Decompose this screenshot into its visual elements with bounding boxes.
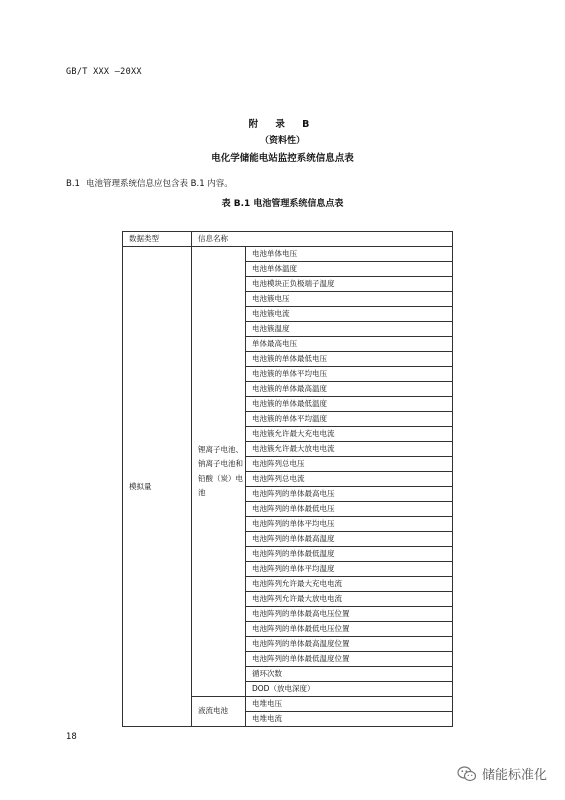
clause-text: 电池管理系统信息应包含表 B.1 内容。 <box>85 179 233 189</box>
header-info-name: 信息名称 <box>192 232 453 247</box>
table-caption: 表 B.1 电池管理系统信息点表 <box>221 199 344 209</box>
battery-type-cell: 锂离子电池、钠离子电池和铅酸（炭）电池 <box>192 247 246 697</box>
info-name-cell: 电池阵列允许最大放电电流 <box>246 592 453 607</box>
info-name-cell: 电池单体电压 <box>246 247 453 262</box>
table-header-row <box>123 232 453 247</box>
info-name-cell: 电池阵列总电流 <box>246 472 453 487</box>
info-name-cell: 电堆电压 <box>246 697 453 712</box>
clause-b1 <box>66 177 233 189</box>
info-name-cell: 单体最高电压 <box>246 337 453 352</box>
appendix-type: （资料性） <box>259 136 305 146</box>
category-cell: 模拟量 <box>123 247 192 727</box>
info-name-cell: 电池阵列的单体最高温度位置 <box>246 637 453 652</box>
info-name-cell: 电池簇的单体最低电压 <box>246 352 453 367</box>
info-name-cell: 电堆电流 <box>246 712 453 727</box>
info-name-cell: 电池阵列的单体最低电压位置 <box>246 622 453 637</box>
info-name-cell: 电池簇电流 <box>246 307 453 322</box>
info-name-cell: 电池阵列的单体最低温度位置 <box>246 652 453 667</box>
header-data-type: 数据类型 <box>123 232 192 247</box>
info-name-cell: 电池簇的单体最低温度 <box>246 397 453 412</box>
info-name-cell: 循环次数 <box>246 667 453 682</box>
info-name-cell: 电池模块正负极端子温度 <box>246 277 453 292</box>
appendix-subject: 电化学储能电站监控系统信息点表 <box>211 153 354 164</box>
info-name-cell: 电池簇电压 <box>246 292 453 307</box>
info-name-cell: 电池簇的单体平均电压 <box>246 367 453 382</box>
info-table <box>122 231 453 727</box>
appendix-title: 附 录 B <box>248 119 317 130</box>
info-name-cell: 电池阵列的单体最高电压位置 <box>246 607 453 622</box>
info-name-cell: 电池阵列的单体最高电压 <box>246 487 453 502</box>
page-number: 18 <box>66 732 77 742</box>
info-name-cell: 电池簇的单体最高温度 <box>246 382 453 397</box>
table-row <box>123 247 453 262</box>
info-name-cell: 电池阵列的单体平均电压 <box>246 517 453 532</box>
info-name-cell: 电池簇允许最大放电电流 <box>246 442 453 457</box>
document-code: GB/T XXX —20XX <box>66 67 142 77</box>
info-name-cell: 电池阵列允许最大充电电流 <box>246 577 453 592</box>
info-name-cell: 电池阵列的单体最低温度 <box>246 547 453 562</box>
info-name-cell: 电池阵列的单体最高温度 <box>246 532 453 547</box>
info-name-cell: 电池簇的单体平均温度 <box>246 412 453 427</box>
battery-type-cell: 液流电池 <box>192 697 246 727</box>
watermark-text: 储能标准化 <box>481 768 547 783</box>
wechat-icon <box>457 766 477 782</box>
watermark <box>457 764 547 783</box>
info-name-cell: 电池单体温度 <box>246 262 453 277</box>
info-name-cell: 电池阵列的单体最低电压 <box>246 502 453 517</box>
info-name-cell: DOD（放电深度） <box>246 682 453 697</box>
info-name-cell: 电池阵列的单体平均温度 <box>246 562 453 577</box>
info-name-cell: 电池阵列总电压 <box>246 457 453 472</box>
info-name-cell: 电池簇温度 <box>246 322 453 337</box>
clause-number: B.1 <box>66 179 80 189</box>
info-name-cell: 电池簇允许最大充电电流 <box>246 427 453 442</box>
